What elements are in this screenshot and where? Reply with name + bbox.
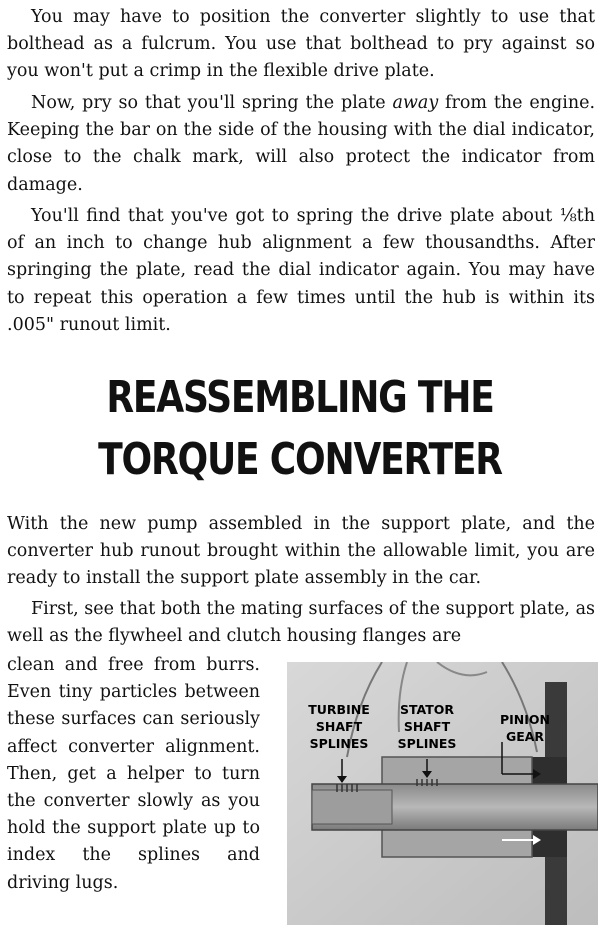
paragraph-spring-plate: You'll find that you've got to spring the drive plate about ⅛th of an inch to change hub alignment a few thousandths. After springing the plate, read the dial indicator again. You may have to repeat this operation a few times until the hub is within its .005" runout limit. bbox=[7, 206, 595, 335]
label-stator-line1: STATOR bbox=[399, 702, 455, 717]
label-stator-line3: SPLINES bbox=[397, 736, 457, 751]
paragraph-pry-away-start: Now, pry so that you'll spring the plate bbox=[31, 93, 393, 113]
paragraph-clean-burrs: clean and free from burrs. Even tiny particles between these surfaces can seriously affect converter alignment. Then, get a helper to turn the converter slowly as you hold the support plate up to index the splines and driving lugs. bbox=[7, 655, 260, 893]
heading-line-1: REASSEMBLING THE bbox=[106, 372, 494, 423]
stator-hub-upper bbox=[382, 757, 532, 787]
label-turbine-line2: SHAFT bbox=[315, 719, 363, 734]
diagram-svg bbox=[287, 662, 598, 925]
label-stator-line2: SHAFT bbox=[403, 719, 451, 734]
paragraph-fulcrum: You may have to position the converter slightly to use that bolthead as a fulcrum. You use that bolthead to pry against so you won't put a crimp in the flexible drive plate. bbox=[7, 7, 595, 82]
paragraph-mating-surfaces: First, see that both the mating surfaces of the support plate, as well as the flywheel and clutch housing flanges are bbox=[7, 599, 595, 647]
stator-hub-lower bbox=[382, 827, 532, 857]
label-pinion-line1: PINION bbox=[499, 712, 551, 727]
converter-spline-diagram bbox=[287, 662, 598, 925]
heading-line-2: TORQUE CONVERTER bbox=[98, 434, 502, 485]
label-turbine-line3: SPLINES bbox=[309, 736, 369, 751]
paragraph-new-pump: With the new pump assembled in the support plate, and the converter hub runout brought within the allowable limit, you are ready to install the support plate assembly in the car. bbox=[7, 514, 595, 589]
paragraph-pry-away bbox=[7, 90, 595, 199]
label-turbine-line1: TURBINE bbox=[308, 702, 370, 717]
turbine-shaft-end bbox=[312, 790, 392, 824]
section-heading bbox=[54, 367, 546, 491]
paragraph-pry-away-end: from the engine. Keeping the bar on the side of the housing with the dial indicator, close to the chalk mark, will also protect the indicator from damage. bbox=[7, 93, 596, 195]
emphasis-away: away bbox=[392, 93, 439, 113]
label-pinion-line2: GEAR bbox=[505, 729, 545, 744]
